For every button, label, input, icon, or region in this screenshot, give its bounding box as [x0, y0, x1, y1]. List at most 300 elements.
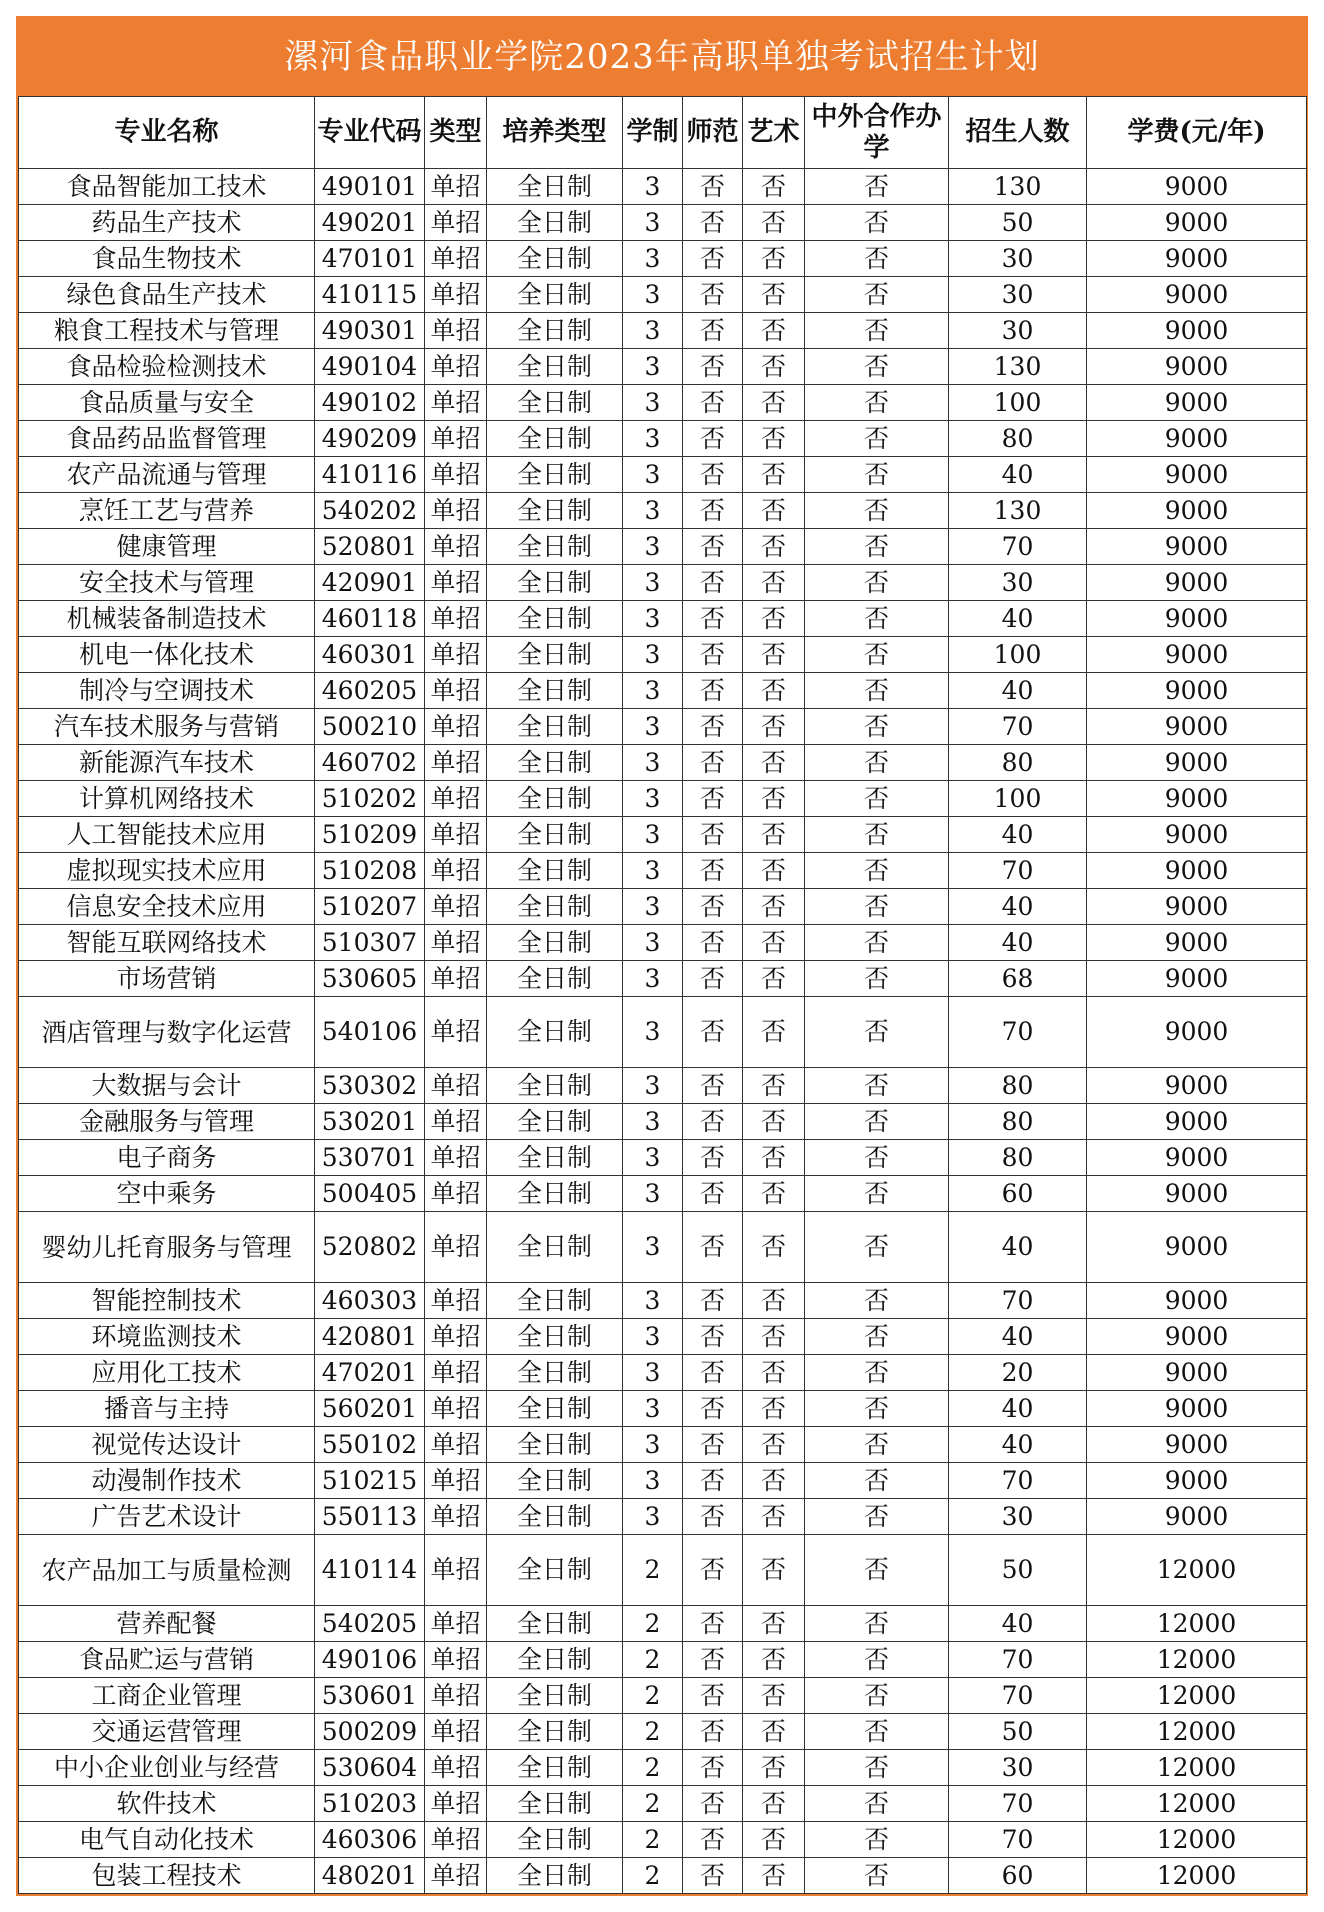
cell-major-name: 机械装备制造技术	[19, 601, 315, 637]
header-joint-program: 中外合作办学	[805, 97, 949, 169]
cell-joint-program: 否	[805, 1714, 949, 1750]
table-row	[19, 745, 1307, 781]
cell-major-code: 510215	[315, 1463, 425, 1499]
cell-enrollment: 50	[949, 1535, 1087, 1606]
cell-major-name: 虚拟现实技术应用	[19, 853, 315, 889]
cell-major-name: 视觉传达设计	[19, 1427, 315, 1463]
cell-type: 单招	[425, 1678, 487, 1714]
table-row	[19, 1606, 1307, 1642]
cell-major-name: 酒店管理与数字化运营	[19, 997, 315, 1068]
cell-art: 否	[743, 1463, 805, 1499]
cell-duration: 2	[623, 1535, 683, 1606]
cell-duration: 3	[623, 1212, 683, 1283]
cell-enrollment: 30	[949, 1499, 1087, 1535]
cell-major-name: 制冷与空调技术	[19, 673, 315, 709]
cell-training-type: 全日制	[487, 1714, 623, 1750]
cell-major-name: 金融服务与管理	[19, 1104, 315, 1140]
cell-type: 单招	[425, 889, 487, 925]
cell-joint-program: 否	[805, 925, 949, 961]
cell-major-code: 460303	[315, 1283, 425, 1319]
header-training-type: 培养类型	[487, 97, 623, 169]
cell-art: 否	[743, 1176, 805, 1212]
cell-major-code: 490101	[315, 169, 425, 205]
cell-training-type: 全日制	[487, 1212, 623, 1283]
cell-training-type: 全日制	[487, 745, 623, 781]
cell-normal: 否	[683, 313, 743, 349]
cell-duration: 3	[623, 961, 683, 997]
table-row	[19, 1499, 1307, 1535]
cell-training-type: 全日制	[487, 1499, 623, 1535]
cell-enrollment: 70	[949, 1463, 1087, 1499]
cell-joint-program: 否	[805, 1463, 949, 1499]
cell-type: 单招	[425, 1463, 487, 1499]
cell-major-code: 540202	[315, 493, 425, 529]
cell-enrollment: 70	[949, 709, 1087, 745]
cell-major-name: 智能互联网络技术	[19, 925, 315, 961]
cell-joint-program: 否	[805, 1212, 949, 1283]
cell-enrollment: 80	[949, 1068, 1087, 1104]
cell-art: 否	[743, 1750, 805, 1786]
cell-training-type: 全日制	[487, 709, 623, 745]
cell-duration: 2	[623, 1858, 683, 1894]
cell-tuition: 12000	[1087, 1714, 1307, 1750]
cell-duration: 3	[623, 673, 683, 709]
cell-duration: 3	[623, 241, 683, 277]
cell-tuition: 9000	[1087, 1427, 1307, 1463]
cell-major-name: 空中乘务	[19, 1176, 315, 1212]
table-row	[19, 925, 1307, 961]
cell-art: 否	[743, 961, 805, 997]
table-body	[19, 169, 1307, 1894]
cell-art: 否	[743, 1068, 805, 1104]
cell-duration: 3	[623, 1104, 683, 1140]
cell-art: 否	[743, 277, 805, 313]
cell-art: 否	[743, 1499, 805, 1535]
table-row	[19, 1391, 1307, 1427]
cell-art: 否	[743, 1283, 805, 1319]
cell-major-name: 食品质量与安全	[19, 385, 315, 421]
cell-joint-program: 否	[805, 1176, 949, 1212]
cell-tuition: 9000	[1087, 1319, 1307, 1355]
cell-enrollment: 40	[949, 1212, 1087, 1283]
table-row	[19, 169, 1307, 205]
cell-duration: 3	[623, 889, 683, 925]
table-row	[19, 1068, 1307, 1104]
cell-major-code: 490201	[315, 205, 425, 241]
cell-normal: 否	[683, 1104, 743, 1140]
table-row	[19, 1642, 1307, 1678]
cell-enrollment: 40	[949, 817, 1087, 853]
cell-normal: 否	[683, 1822, 743, 1858]
cell-normal: 否	[683, 1140, 743, 1176]
cell-training-type: 全日制	[487, 349, 623, 385]
cell-type: 单招	[425, 1355, 487, 1391]
cell-major-code: 550113	[315, 1499, 425, 1535]
cell-joint-program: 否	[805, 529, 949, 565]
cell-major-name: 绿色食品生产技术	[19, 277, 315, 313]
header-type: 类型	[425, 97, 487, 169]
cell-joint-program: 否	[805, 1427, 949, 1463]
cell-major-name: 软件技术	[19, 1786, 315, 1822]
cell-enrollment: 70	[949, 529, 1087, 565]
cell-major-code: 510202	[315, 781, 425, 817]
cell-joint-program: 否	[805, 1319, 949, 1355]
cell-joint-program: 否	[805, 1606, 949, 1642]
cell-major-code: 510208	[315, 853, 425, 889]
table-row	[19, 781, 1307, 817]
cell-training-type: 全日制	[487, 673, 623, 709]
cell-duration: 3	[623, 637, 683, 673]
cell-training-type: 全日制	[487, 241, 623, 277]
table-row	[19, 1355, 1307, 1391]
cell-tuition: 9000	[1087, 709, 1307, 745]
cell-enrollment: 70	[949, 1786, 1087, 1822]
cell-joint-program: 否	[805, 277, 949, 313]
cell-enrollment: 40	[949, 1606, 1087, 1642]
cell-duration: 2	[623, 1606, 683, 1642]
cell-duration: 3	[623, 1176, 683, 1212]
cell-normal: 否	[683, 1319, 743, 1355]
cell-enrollment: 40	[949, 1319, 1087, 1355]
cell-type: 单招	[425, 421, 487, 457]
cell-joint-program: 否	[805, 997, 949, 1068]
cell-tuition: 12000	[1087, 1535, 1307, 1606]
cell-joint-program: 否	[805, 601, 949, 637]
cell-normal: 否	[683, 1858, 743, 1894]
cell-tuition: 9000	[1087, 853, 1307, 889]
cell-training-type: 全日制	[487, 817, 623, 853]
cell-major-code: 510307	[315, 925, 425, 961]
cell-enrollment: 40	[949, 1427, 1087, 1463]
cell-enrollment: 70	[949, 997, 1087, 1068]
cell-major-name: 电子商务	[19, 1140, 315, 1176]
header-major-code: 专业代码	[315, 97, 425, 169]
cell-normal: 否	[683, 1750, 743, 1786]
cell-major-code: 530302	[315, 1068, 425, 1104]
cell-duration: 3	[623, 1391, 683, 1427]
cell-tuition: 9000	[1087, 349, 1307, 385]
header-art: 艺术	[743, 97, 805, 169]
cell-duration: 3	[623, 205, 683, 241]
cell-normal: 否	[683, 1714, 743, 1750]
cell-duration: 2	[623, 1714, 683, 1750]
cell-duration: 3	[623, 169, 683, 205]
cell-type: 单招	[425, 565, 487, 601]
cell-major-code: 410114	[315, 1535, 425, 1606]
table-row	[19, 385, 1307, 421]
cell-enrollment: 30	[949, 1750, 1087, 1786]
cell-major-name: 信息安全技术应用	[19, 889, 315, 925]
cell-training-type: 全日制	[487, 853, 623, 889]
cell-enrollment: 80	[949, 1104, 1087, 1140]
cell-type: 单招	[425, 1606, 487, 1642]
cell-art: 否	[743, 1606, 805, 1642]
cell-major-name: 农产品加工与质量检测	[19, 1535, 315, 1606]
cell-duration: 3	[623, 1068, 683, 1104]
cell-training-type: 全日制	[487, 961, 623, 997]
cell-training-type: 全日制	[487, 565, 623, 601]
cell-joint-program: 否	[805, 1750, 949, 1786]
cell-training-type: 全日制	[487, 205, 623, 241]
cell-tuition: 9000	[1087, 961, 1307, 997]
cell-major-code: 460301	[315, 637, 425, 673]
cell-training-type: 全日制	[487, 1355, 623, 1391]
cell-enrollment: 40	[949, 601, 1087, 637]
cell-tuition: 9000	[1087, 889, 1307, 925]
cell-type: 单招	[425, 349, 487, 385]
table-row	[19, 421, 1307, 457]
cell-art: 否	[743, 169, 805, 205]
cell-joint-program: 否	[805, 1104, 949, 1140]
cell-major-code: 550102	[315, 1427, 425, 1463]
cell-training-type: 全日制	[487, 889, 623, 925]
cell-training-type: 全日制	[487, 313, 623, 349]
cell-type: 单招	[425, 709, 487, 745]
cell-tuition: 9000	[1087, 1499, 1307, 1535]
cell-enrollment: 60	[949, 1858, 1087, 1894]
cell-art: 否	[743, 493, 805, 529]
cell-training-type: 全日制	[487, 1283, 623, 1319]
cell-training-type: 全日制	[487, 457, 623, 493]
cell-enrollment: 40	[949, 673, 1087, 709]
cell-enrollment: 80	[949, 745, 1087, 781]
cell-enrollment: 30	[949, 277, 1087, 313]
cell-joint-program: 否	[805, 1068, 949, 1104]
cell-major-code: 520801	[315, 529, 425, 565]
cell-major-name: 烹饪工艺与营养	[19, 493, 315, 529]
cell-duration: 3	[623, 1355, 683, 1391]
cell-major-name: 工商企业管理	[19, 1678, 315, 1714]
cell-enrollment: 40	[949, 889, 1087, 925]
cell-duration: 2	[623, 1786, 683, 1822]
cell-major-code: 500209	[315, 1714, 425, 1750]
cell-art: 否	[743, 349, 805, 385]
cell-training-type: 全日制	[487, 601, 623, 637]
cell-art: 否	[743, 1355, 805, 1391]
cell-training-type: 全日制	[487, 1391, 623, 1427]
cell-major-code: 460306	[315, 1822, 425, 1858]
cell-joint-program: 否	[805, 961, 949, 997]
cell-duration: 3	[623, 349, 683, 385]
cell-training-type: 全日制	[487, 1319, 623, 1355]
cell-joint-program: 否	[805, 1355, 949, 1391]
cell-normal: 否	[683, 961, 743, 997]
cell-tuition: 12000	[1087, 1678, 1307, 1714]
cell-tuition: 12000	[1087, 1822, 1307, 1858]
cell-joint-program: 否	[805, 565, 949, 601]
cell-major-name: 健康管理	[19, 529, 315, 565]
cell-art: 否	[743, 1104, 805, 1140]
cell-major-code: 510207	[315, 889, 425, 925]
table-row	[19, 1858, 1307, 1894]
cell-type: 单招	[425, 781, 487, 817]
cell-art: 否	[743, 997, 805, 1068]
cell-type: 单招	[425, 925, 487, 961]
cell-training-type: 全日制	[487, 1463, 623, 1499]
cell-major-name: 食品检验检测技术	[19, 349, 315, 385]
cell-training-type: 全日制	[487, 1427, 623, 1463]
cell-major-code: 520802	[315, 1212, 425, 1283]
cell-major-name: 食品药品监督管理	[19, 421, 315, 457]
cell-type: 单招	[425, 1858, 487, 1894]
cell-normal: 否	[683, 1355, 743, 1391]
cell-duration: 2	[623, 1642, 683, 1678]
cell-type: 单招	[425, 313, 487, 349]
table-row	[19, 1319, 1307, 1355]
cell-major-name: 食品智能加工技术	[19, 169, 315, 205]
cell-duration: 3	[623, 925, 683, 961]
cell-type: 单招	[425, 1750, 487, 1786]
cell-tuition: 9000	[1087, 277, 1307, 313]
cell-type: 单招	[425, 1499, 487, 1535]
cell-enrollment: 50	[949, 205, 1087, 241]
cell-training-type: 全日制	[487, 925, 623, 961]
cell-joint-program: 否	[805, 1140, 949, 1176]
cell-major-name: 新能源汽车技术	[19, 745, 315, 781]
cell-enrollment: 40	[949, 925, 1087, 961]
cell-training-type: 全日制	[487, 1140, 623, 1176]
cell-art: 否	[743, 1427, 805, 1463]
table-row	[19, 205, 1307, 241]
cell-major-name: 交通运营管理	[19, 1714, 315, 1750]
cell-tuition: 9000	[1087, 925, 1307, 961]
cell-major-code: 460118	[315, 601, 425, 637]
cell-training-type: 全日制	[487, 1104, 623, 1140]
cell-major-code: 460205	[315, 673, 425, 709]
cell-normal: 否	[683, 1606, 743, 1642]
cell-art: 否	[743, 1858, 805, 1894]
table-row	[19, 637, 1307, 673]
cell-tuition: 9000	[1087, 205, 1307, 241]
cell-type: 单招	[425, 1212, 487, 1283]
cell-art: 否	[743, 745, 805, 781]
cell-joint-program: 否	[805, 1499, 949, 1535]
table-row	[19, 1714, 1307, 1750]
cell-tuition: 9000	[1087, 1355, 1307, 1391]
cell-training-type: 全日制	[487, 1642, 623, 1678]
cell-enrollment: 68	[949, 961, 1087, 997]
cell-tuition: 9000	[1087, 457, 1307, 493]
cell-tuition: 9000	[1087, 529, 1307, 565]
cell-type: 单招	[425, 277, 487, 313]
cell-major-name: 智能控制技术	[19, 1283, 315, 1319]
cell-tuition: 12000	[1087, 1858, 1307, 1894]
cell-training-type: 全日制	[487, 1176, 623, 1212]
cell-duration: 3	[623, 457, 683, 493]
cell-tuition: 9000	[1087, 1391, 1307, 1427]
cell-major-name: 计算机网络技术	[19, 781, 315, 817]
cell-joint-program: 否	[805, 637, 949, 673]
cell-art: 否	[743, 1642, 805, 1678]
cell-art: 否	[743, 205, 805, 241]
cell-art: 否	[743, 1319, 805, 1355]
cell-training-type: 全日制	[487, 1068, 623, 1104]
cell-training-type: 全日制	[487, 781, 623, 817]
cell-major-name: 机电一体化技术	[19, 637, 315, 673]
cell-art: 否	[743, 1678, 805, 1714]
cell-joint-program: 否	[805, 169, 949, 205]
cell-joint-program: 否	[805, 1678, 949, 1714]
cell-enrollment: 70	[949, 853, 1087, 889]
cell-training-type: 全日制	[487, 1606, 623, 1642]
cell-training-type: 全日制	[487, 1822, 623, 1858]
cell-joint-program: 否	[805, 1642, 949, 1678]
table-row	[19, 1176, 1307, 1212]
cell-enrollment: 70	[949, 1283, 1087, 1319]
cell-type: 单招	[425, 1427, 487, 1463]
cell-type: 单招	[425, 529, 487, 565]
cell-training-type: 全日制	[487, 1678, 623, 1714]
cell-tuition: 12000	[1087, 1750, 1307, 1786]
cell-duration: 3	[623, 493, 683, 529]
cell-tuition: 9000	[1087, 781, 1307, 817]
cell-normal: 否	[683, 385, 743, 421]
cell-type: 单招	[425, 493, 487, 529]
cell-art: 否	[743, 925, 805, 961]
header-enrollment: 招生人数	[949, 97, 1087, 169]
cell-major-code: 490106	[315, 1642, 425, 1678]
table-row	[19, 277, 1307, 313]
cell-major-code: 490301	[315, 313, 425, 349]
cell-joint-program: 否	[805, 1391, 949, 1427]
cell-art: 否	[743, 565, 805, 601]
cell-major-code: 500210	[315, 709, 425, 745]
cell-normal: 否	[683, 673, 743, 709]
cell-normal: 否	[683, 565, 743, 601]
cell-major-name: 婴幼儿托育服务与管理	[19, 1212, 315, 1283]
cell-type: 单招	[425, 1822, 487, 1858]
cell-joint-program: 否	[805, 781, 949, 817]
cell-normal: 否	[683, 925, 743, 961]
cell-major-name: 电气自动化技术	[19, 1822, 315, 1858]
cell-major-name: 食品生物技术	[19, 241, 315, 277]
cell-tuition: 9000	[1087, 241, 1307, 277]
cell-joint-program: 否	[805, 349, 949, 385]
table-row	[19, 313, 1307, 349]
cell-normal: 否	[683, 781, 743, 817]
cell-normal: 否	[683, 529, 743, 565]
page-title: 漯河食品职业学院2023年高职单独考试招生计划	[18, 18, 1306, 96]
cell-duration: 3	[623, 997, 683, 1068]
cell-major-name: 市场营销	[19, 961, 315, 997]
cell-enrollment: 40	[949, 457, 1087, 493]
cell-art: 否	[743, 673, 805, 709]
cell-enrollment: 60	[949, 1176, 1087, 1212]
table-row	[19, 565, 1307, 601]
cell-tuition: 9000	[1087, 637, 1307, 673]
cell-art: 否	[743, 385, 805, 421]
cell-joint-program: 否	[805, 385, 949, 421]
cell-enrollment: 40	[949, 1391, 1087, 1427]
table-row	[19, 1822, 1307, 1858]
cell-tuition: 9000	[1087, 1212, 1307, 1283]
cell-enrollment: 80	[949, 421, 1087, 457]
cell-major-name: 大数据与会计	[19, 1068, 315, 1104]
cell-training-type: 全日制	[487, 277, 623, 313]
cell-normal: 否	[683, 745, 743, 781]
cell-type: 单招	[425, 1714, 487, 1750]
cell-major-name: 应用化工技术	[19, 1355, 315, 1391]
cell-joint-program: 否	[805, 1822, 949, 1858]
cell-art: 否	[743, 1140, 805, 1176]
table-row	[19, 709, 1307, 745]
cell-major-code: 510209	[315, 817, 425, 853]
cell-major-code: 480201	[315, 1858, 425, 1894]
cell-major-code: 460702	[315, 745, 425, 781]
table-row	[19, 673, 1307, 709]
cell-joint-program: 否	[805, 853, 949, 889]
cell-major-code: 410115	[315, 277, 425, 313]
